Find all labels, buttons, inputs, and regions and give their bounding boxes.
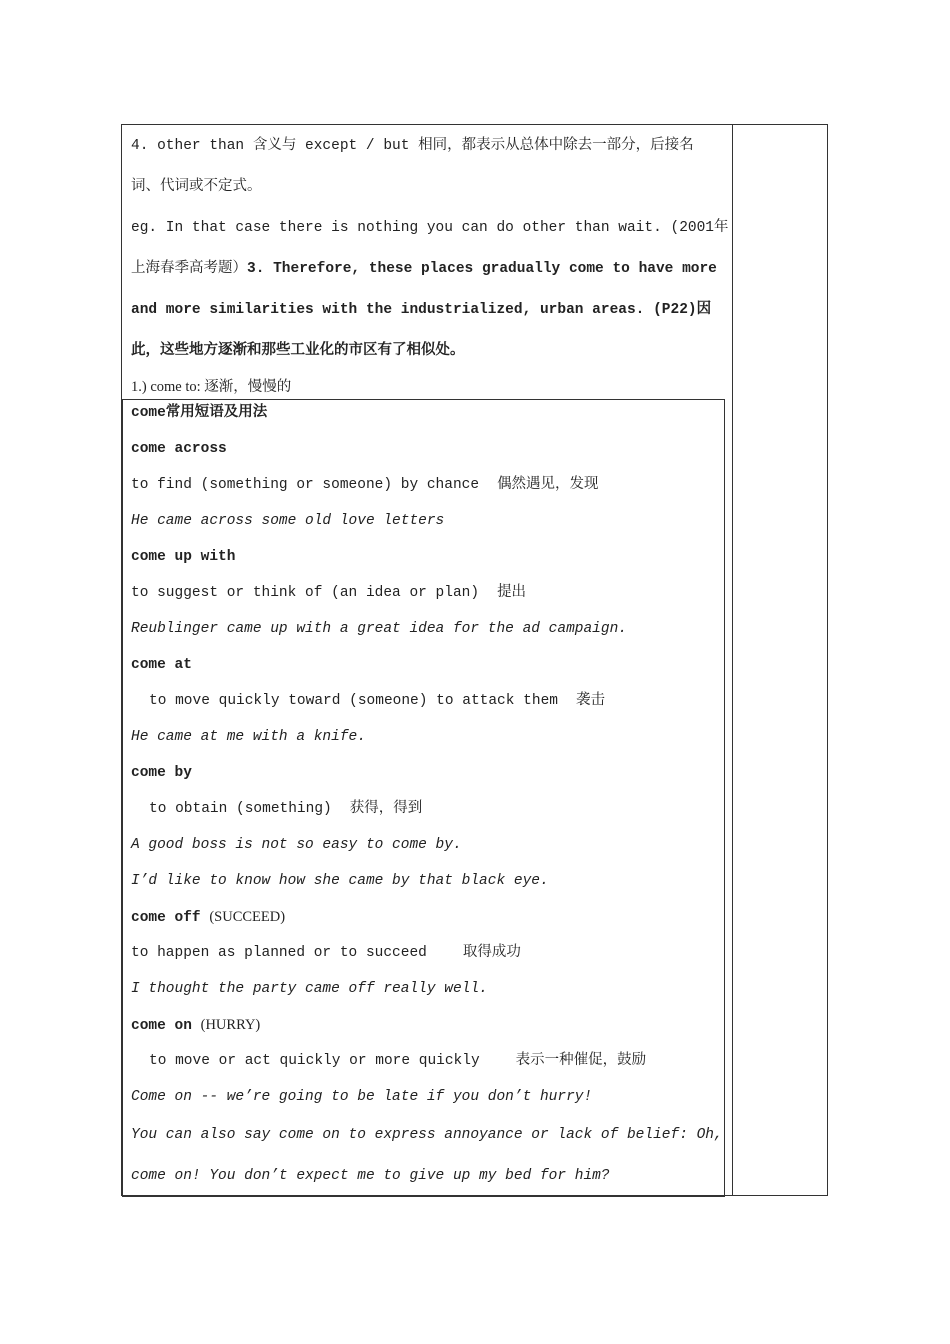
phrase-title-come-off <box>131 899 721 935</box>
phrase-example-come-by-2: I’d like to know how she came by that black eye. <box>131 873 549 889</box>
chinese-meaning: 取得成功 <box>462 945 521 961</box>
definition-text: to obtain (something) <box>149 801 332 817</box>
phrase-example-come-up-with: Reublinger came up with a great idea for the ad campaign. <box>131 621 627 637</box>
definition-text: to move quickly toward (someone) to attack them <box>149 693 558 709</box>
phrase-note: (HURRY) <box>200 1017 261 1033</box>
chinese-meaning: 表示一种催促，鼓励 <box>515 1053 647 1069</box>
chinese-meaning: 袭击 <box>575 693 605 709</box>
phrase-heading: come常用短语及用法 <box>131 405 268 421</box>
definition-text: to move or act quickly or more quickly <box>149 1053 480 1069</box>
paragraph-other-than-cont: 词、代词或不定式。 <box>131 179 262 195</box>
sentence-3-translation: 此，这些地方逐渐和那些工业化的市区有了相似处。 <box>131 343 465 359</box>
phrase-def-come-by <box>131 791 721 827</box>
example-source: 上海春季高考题） <box>131 261 247 277</box>
phrase-example-come-by-1: A good boss is not so easy to come by. <box>131 837 462 853</box>
phrase-def-come-on <box>131 1043 721 1079</box>
column-divider <box>732 124 733 1196</box>
chinese-meaning: 提出 <box>497 585 527 601</box>
phrase-example-come-across: He came across some old love letters <box>131 513 445 529</box>
phrase-def-come-across <box>131 467 721 503</box>
phrase-title: come off <box>131 910 201 926</box>
phrase-title: come on <box>131 1018 192 1034</box>
chinese-meaning: 获得，得到 <box>349 801 423 817</box>
phrase-note: (SUCCEED) <box>209 909 286 925</box>
definition-text: to happen as planned or to succeed <box>131 945 427 961</box>
phrase-title-come-by: come by <box>131 765 192 781</box>
phrase-title-come-at: come at <box>131 657 192 673</box>
phrase-example-come-at: He came at me with a knife. <box>131 729 366 745</box>
sentence-3-start: 3. Therefore, these places gradually come to have more <box>247 261 717 277</box>
phrase-example-come-off: I thought the party came off really well. <box>131 981 488 997</box>
phrase-title-come-across: come across <box>131 441 227 457</box>
chinese-meaning: 偶然遇见，发现 <box>497 477 599 493</box>
phrase-example-come-on-3: come on! You don’t expect me to give up my bed for him? <box>131 1168 610 1184</box>
come-to-note: 1.) come to: 逐渐，慢慢的 <box>131 379 292 395</box>
example-sentence: eg. In that case there is nothing you can do other than wait. (2001年 <box>131 220 729 236</box>
main-cell <box>131 126 729 402</box>
phrase-def-come-up-with <box>131 575 721 611</box>
paragraph-other-than: 4. other than 含义与 except / but 相同，都表示从总体中除去一部分，后接名 <box>131 138 694 154</box>
sentence-3-cont: and more similarities with the industrialized, urban areas. (P22)因 <box>131 302 712 318</box>
phrase-title-come-on <box>131 1007 721 1043</box>
phrase-def-come-at <box>131 683 721 719</box>
phrase-title-come-up-with: come up with <box>131 549 236 565</box>
definition-text: to find (something or someone) by chance <box>131 477 480 493</box>
phrase-example-come-on-2: You can also say come on to express annoyance or lack of belief: Oh, <box>131 1127 723 1143</box>
example-source-line <box>131 249 725 290</box>
phrase-list <box>131 395 721 1197</box>
phrase-def-come-off <box>131 935 721 971</box>
phrase-example-come-on-1: Come on -- we’re going to be late if you don’t hurry! <box>131 1089 593 1105</box>
definition-text: to suggest or think of (an idea or plan) <box>131 585 480 601</box>
